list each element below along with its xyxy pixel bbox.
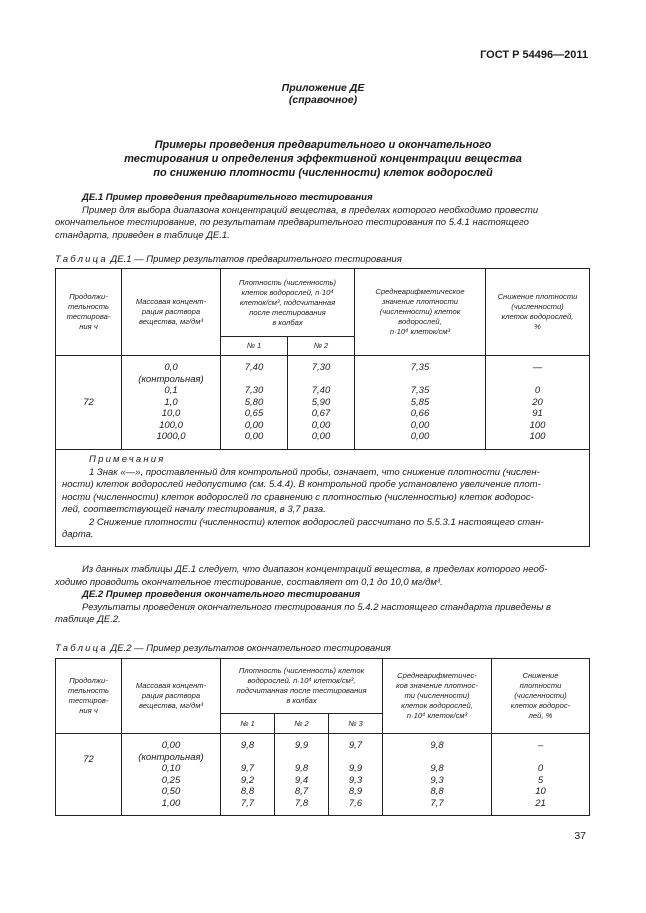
table1-mean-col: 7,35 7,35 5,85 0,66 0,00 0,00 xyxy=(355,356,486,450)
table1-header-n1: № 1 xyxy=(221,337,288,356)
table2-caption-text: ДЕ.2 — Пример результатов окончательного тестирования xyxy=(110,643,391,654)
table1-header-n2: № 2 xyxy=(288,337,355,356)
table1-header-reduction: Снижение плотности (численности) клеток водорослей, % xyxy=(486,269,590,356)
table1-conc-col: 0,0 (контрольная) 0,1 1,0 10,0 100,0 1000,0 xyxy=(122,356,221,450)
section1-block xyxy=(55,192,590,242)
table1-note-label: Примечания xyxy=(89,454,166,465)
page-number: 37 xyxy=(574,830,586,842)
section1-para-line: окончательное тестирование, по результатам предварительного тестирования по 5.4.1 настоящего xyxy=(55,217,529,228)
table2-header-n2: № 2 xyxy=(275,714,329,734)
table1-note-line: лей, соответствующей началу тестирования, в 3,7 раза. xyxy=(62,504,326,515)
table2-header-mean: Среднеарифметичес- ков значение плотнос- ти (численности) клеток водорослей, n·10⁴ клеток/см³ xyxy=(383,659,492,734)
table2-reduction-col: – 0 5 10 21 xyxy=(492,734,590,816)
section2-heading: ДЕ.2 Пример проведения окончательного тестирования xyxy=(82,589,361,600)
main-title-line3: по снижению плотности (численности) клеток водорослей xyxy=(153,167,493,179)
table1 xyxy=(55,268,590,547)
table2-n2-col: 9,9 9,8 9,4 8,7 7,8 xyxy=(275,734,329,816)
section1-para-line: Пример для выбора диапазона концентраций вещества, в пределах которого необходимо провести xyxy=(82,204,539,216)
between-para-line: ходимо проводить окончательное тестирование, составляет от 0,1 до 10,0 мг/дм³. xyxy=(55,576,443,588)
table2 xyxy=(55,658,590,816)
between-para-line: Из данных таблицы ДЕ.1 следует, что диапазон концентраций вещества, в пределах которого необ- xyxy=(82,564,548,575)
table2-conc-col: 0,00 (контрольная) 0,10 0,25 0,50 1,00 xyxy=(122,734,221,816)
table1-duration-cell: 72 xyxy=(56,356,122,450)
standard-header: ГОСТ Р 54496—2011 xyxy=(480,49,588,61)
section2-para-line: таблице ДЕ.2. xyxy=(55,614,121,625)
table2-header-conc: Массовая концент- рация раствора вещества, мг/дм³ xyxy=(122,659,221,734)
table2-duration-cell: 72 xyxy=(56,734,122,816)
section1-heading: ДЕ.1 Пример проведения предварительного тестирования xyxy=(82,192,373,203)
table1-note xyxy=(56,450,590,547)
table1-note-line: ности) клеток водорослей недопустимо (см. 5.4.4). В контрольной пробе установлено увеличение плот- xyxy=(62,479,541,490)
table2-caption xyxy=(55,643,391,654)
main-title-line2: тестирования и определения эффективной концентрации вещества xyxy=(124,153,522,165)
table1-note-line: 1 Знак «—», проставленный для контрольной пробы, означает, что снижение плотности (числен- xyxy=(89,466,540,478)
table1-header-conc: Массовая концент- рация раствора вещества, мг/дм³ xyxy=(122,269,221,356)
table1-header-mean: Среднеарифметическое значение плотности (численности) клеток водорослей, n·10⁴ клеток/см³ xyxy=(355,269,486,356)
table2-caption-label: Таблица xyxy=(55,643,108,654)
table1-reduction-col: — 0 20 91 100 100 xyxy=(486,356,590,450)
table1-note-line: дарта. xyxy=(62,529,94,540)
table2-header-n1: № 1 xyxy=(221,714,275,734)
table1-note-line: 2 Снижение плотности (численности) клеток водорослей рассчитано по 5.5.3.1 настоящего стан- xyxy=(89,516,544,528)
main-title-line1: Примеры проведения предварительного и окончательного xyxy=(154,139,492,151)
table1-n2-col: 7,30 7,40 5,90 0,67 0,00 0,00 xyxy=(288,356,355,450)
table2-mean-col: 9,8 9,8 9,3 8,8 7,7 xyxy=(383,734,492,816)
table1-header-duration: Продолжи- тельность тестирова- ния ч xyxy=(56,269,122,356)
table1-caption xyxy=(55,254,402,265)
table2-header-density: Плотность (численность) клеток водорослей. n·10⁴ клеток/см³, подсчитанная после тестирования в колбах xyxy=(221,659,383,714)
table1-caption-label: Таблица xyxy=(55,254,108,265)
table1-note-line: ности (численности) клеток водорослей по сравнению с плотностью (численностью) клеток водорос- xyxy=(62,491,534,503)
section1-para-line: стандарта, приведен в таблице ДЕ.1. xyxy=(55,229,230,241)
table1-header-density: Плотность (численность) клеток водорослей, n·10⁴ клеток/см³, подсчитанная после тестирования в колбах xyxy=(221,269,355,337)
section2-para-line: Результаты проведения окончательного тестирования по 5.4.2 настоящего стандарта приведены в xyxy=(82,601,551,613)
table2-n1-col: 9,8 9,7 9,2 8,8 7,7 xyxy=(221,734,275,816)
table1-caption-text: ДЕ.1 — Пример результатов предварительного тестирования xyxy=(110,254,402,265)
table2-header-duration: Продолжи- тельность тестиров- ния ч xyxy=(56,659,122,734)
table2-header-n3: № 3 xyxy=(329,714,383,734)
appendix-title: Приложение ДЕ xyxy=(281,82,365,94)
appendix-subtitle: (справочное) xyxy=(288,94,358,106)
between-block xyxy=(55,564,590,627)
table2-header-reduction: Снижение плотности (численности) клеток водорос- лей, % xyxy=(492,659,590,734)
table2-n3-col: 9,7 9,9 9,3 8,9 7,6 xyxy=(329,734,383,816)
table1-n1-col: 7,40 7,30 5,80 0,65 0,00 0,00 xyxy=(221,356,288,450)
